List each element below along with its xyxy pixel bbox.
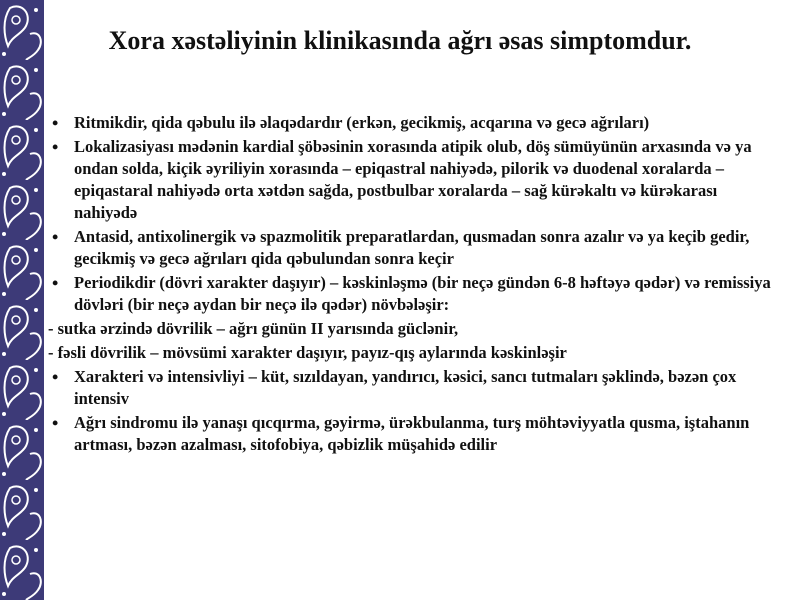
sub-line-daily-periodicity: - sutka ərzində dövrilik – ağrı günün II yarısında güclənir, xyxy=(48,319,459,338)
slide-content xyxy=(48,112,778,458)
bullet-accompanying-symptoms: • Ağrı sindromu ilə yanaşı qıcqırma, gəyirmə, ürəkbulanma, turş möhtəviyyatla qusma, iştahanın artması, bəzən azalması, sitofobiya, qəbizlik müşahidə edilir xyxy=(48,412,778,456)
sub-line-seasonal-periodicity: - fəsli dövrilik – mövsümi xarakter daşıyır, payız-qış aylarında kəskinləşir xyxy=(48,343,567,362)
bullet-rhythmic: • Ritmikdir, qida qəbulu ilə əlaqədardır (erkən, gecikmiş, acqarına və gecə ağrıları) xyxy=(48,112,778,134)
bullet-periodic: • Periodikdir (dövri xarakter daşıyır) – kəskinləşmə (bir neçə gündən 6-8 həftəyə qədər) və remissiya dövləri (bir neçə aydan bir neçə ilə qədər) növbələşir: xyxy=(48,272,778,316)
bullet-antacid-relief: • Antasid, antixolinergik və spazmolitik preparatlardan, qusmadan sonra azalır və ya keçib gedir, gecikmiş və gecə ağrıları qida qəbulundan sonra keçir xyxy=(48,226,778,270)
bullet-localization: • Lokalizasiyası mədənin kardial şöbəsinin xorasında atipik olub, döş sümüyünün arxasında və ya ondan solda, kiçik əyriliyin xorasında – epiqastral nahiyədə, pilorik və duodenal xoralarda – epiqastaral nahiyədə orta xətdən sağda, postbulbar xoralarda – sağ kürəkaltı və kürəkarası nahiyədə xyxy=(48,136,778,224)
slide-title: Xora xəstəliyinin klinikasında ağrı əsas simptomdur. xyxy=(108,26,692,55)
paisley-border-decoration xyxy=(0,0,44,600)
paisley-pattern-icon xyxy=(0,0,44,600)
bullet-character-intensity: • Xarakteri və intensivliyi – küt, sızıldayan, yandırıcı, kəsici, sancı tutmaları şəklində, bəzən çox intensiv xyxy=(48,366,778,410)
